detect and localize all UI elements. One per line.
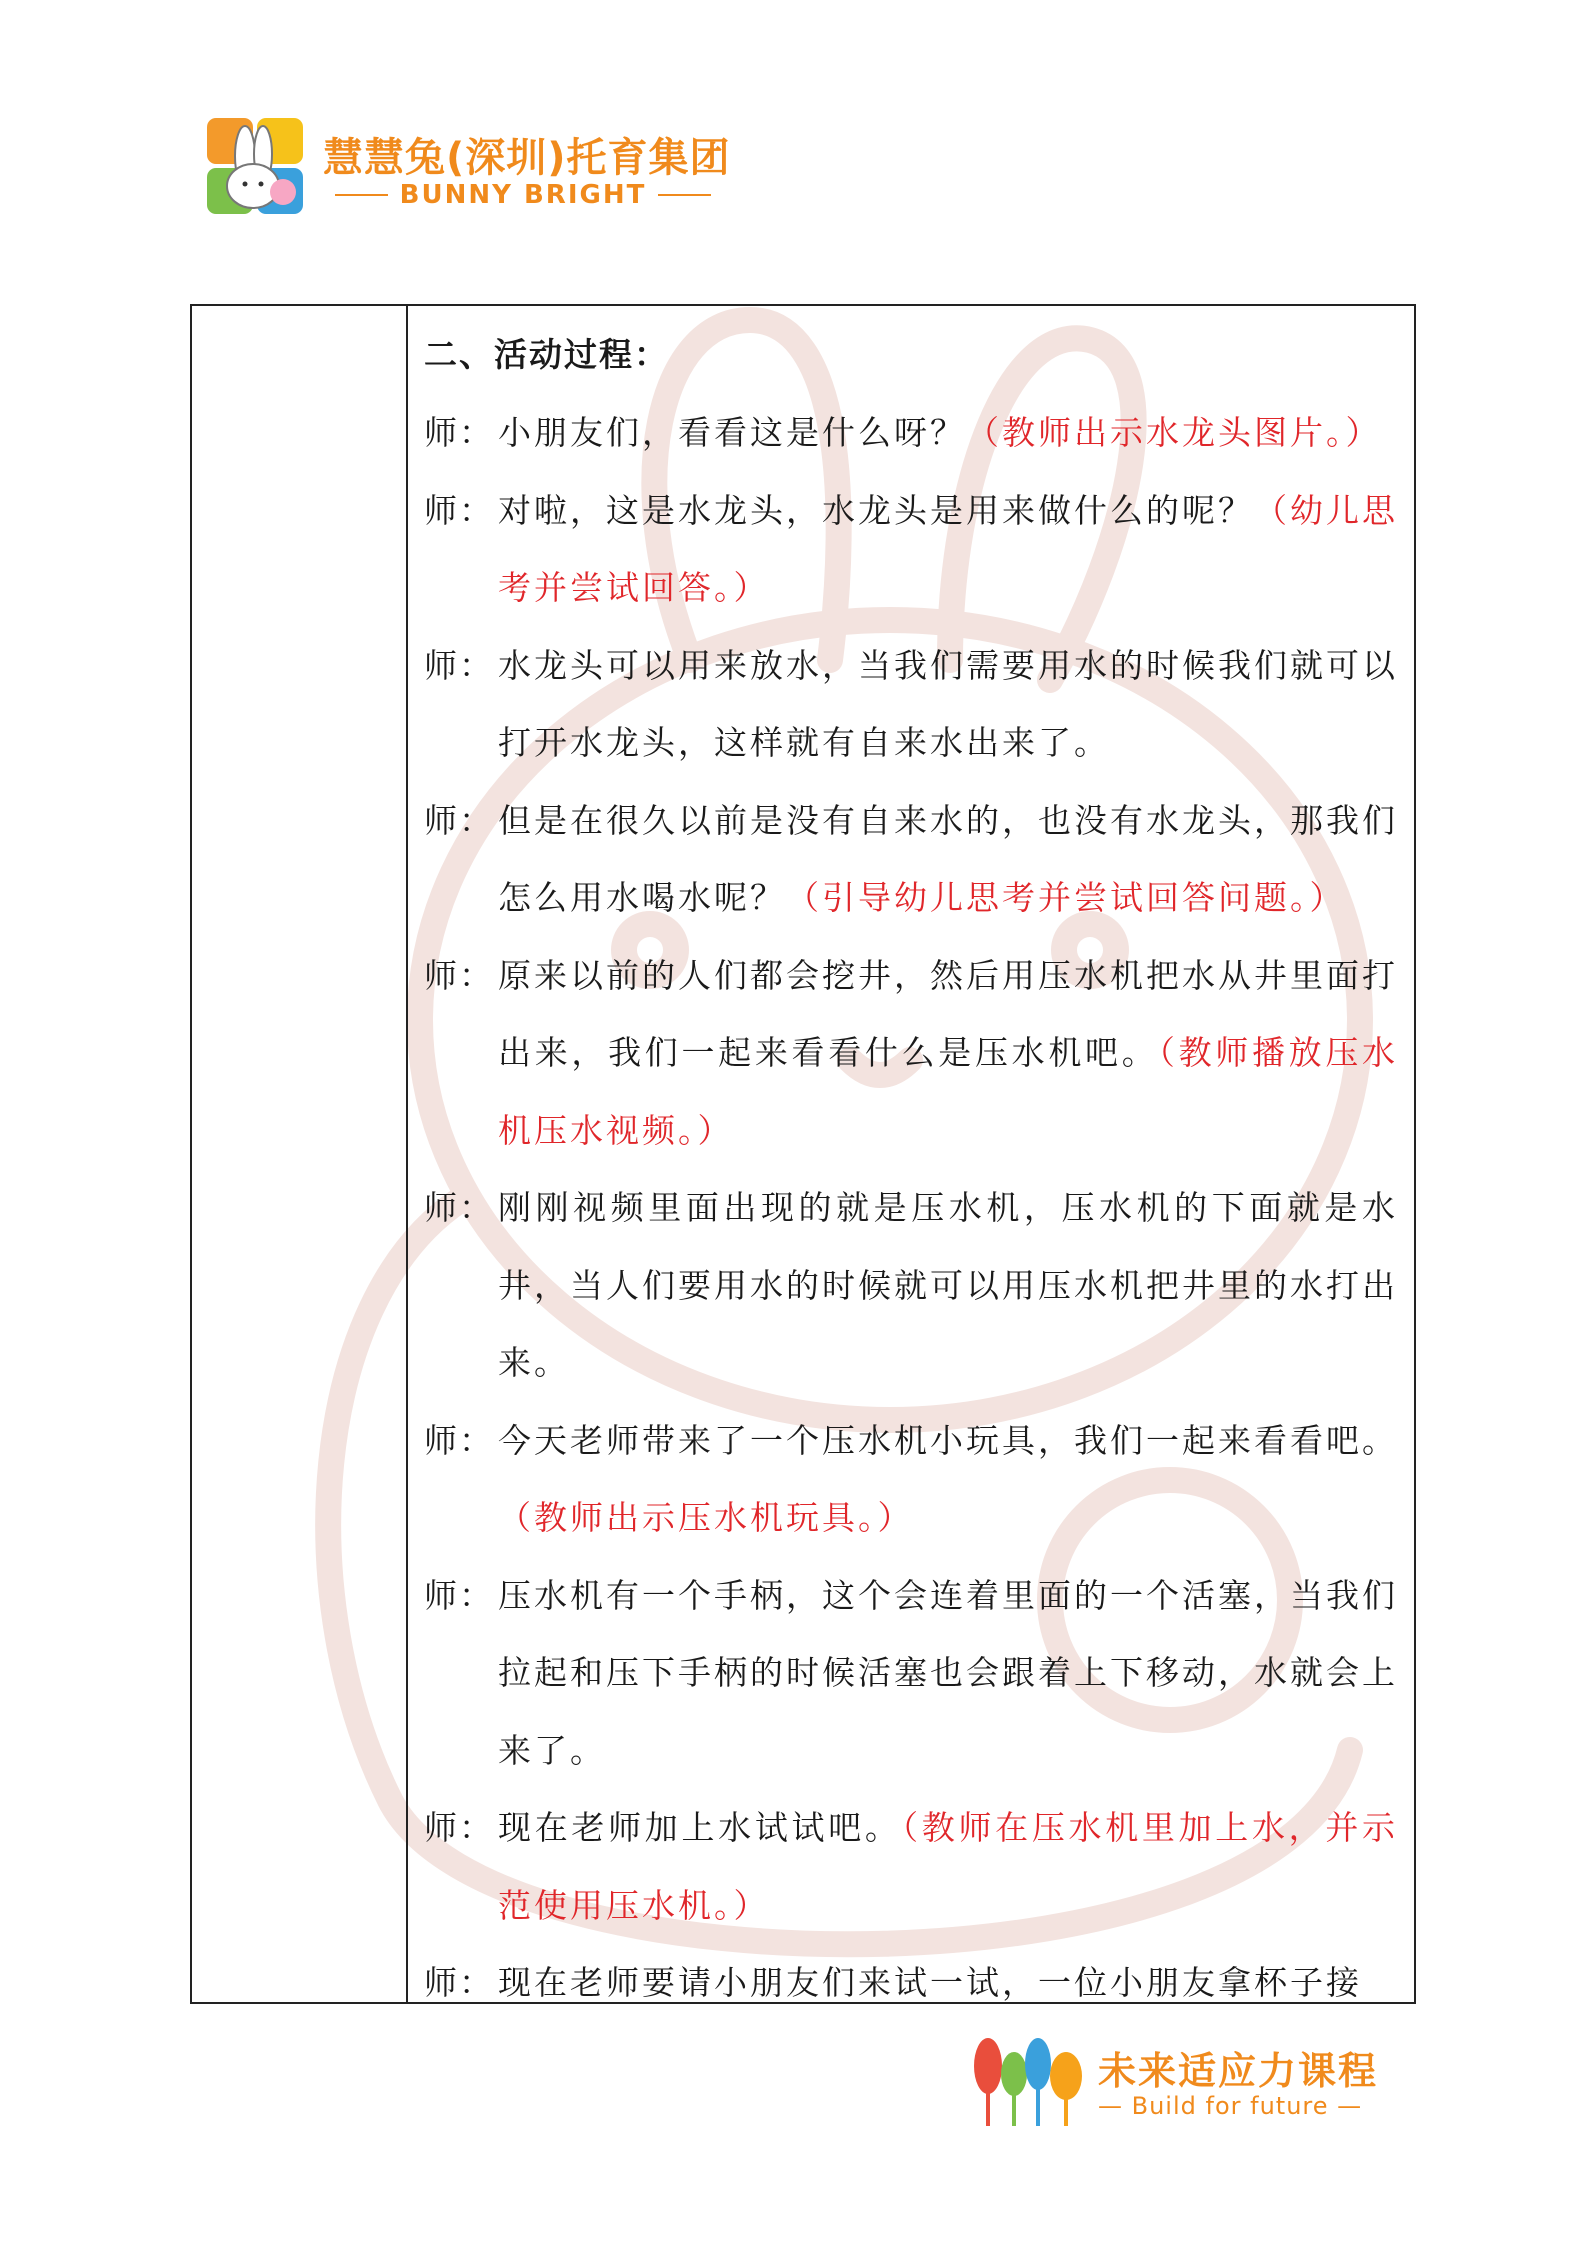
- section-heading: 二、活动过程：: [424, 335, 669, 374]
- brand-subtitle: BUNNY BRIGHT: [399, 180, 647, 210]
- dialogue-paragraph: [424, 394, 1398, 472]
- speaker-label: 师：: [424, 1188, 494, 1227]
- speaker-label: 师：: [424, 800, 494, 840]
- dialogue-text: 压水机有一个手柄，这个会连着里面的一个活塞，当我们拉起和压下手柄的时候活塞也会跟着上下移动，水就会上来了。: [498, 1575, 1398, 1770]
- speaker-label: 师：: [424, 1963, 494, 2002]
- dialogue-paragraph: [424, 782, 1398, 937]
- speaker-label: 师：: [424, 1575, 494, 1615]
- tree-logo-icon: [970, 2030, 1090, 2130]
- brand-title: 慧慧兔(深圳)托育集团: [323, 135, 731, 181]
- speaker-label: 师：: [424, 490, 494, 530]
- dialogue-text: 原来以前的人们都会挖井，然后用压水机把水从井里面打出来，我们一起来看看什么是压水机吧。: [498, 955, 1398, 1072]
- teacher-note: （教师出示压水机玩具。）: [498, 1498, 914, 1537]
- dialogue-text: 今天老师带来了一个压水机小玩具，我们一起来看看吧。: [498, 1420, 1398, 1460]
- speaker-label: 师：: [424, 1420, 494, 1460]
- column-divider: [406, 306, 408, 2002]
- footer-title: 未来适应力课程: [1098, 2049, 1379, 2093]
- dialogue-paragraph: [424, 1944, 1398, 2022]
- dialogue-text: 水龙头可以用来放水，当我们需要用水的时候我们就可以打开水龙头，这样就有自来水出来了。: [498, 645, 1398, 762]
- dialogue-paragraph: [424, 937, 1398, 1170]
- footer-logo: [970, 2030, 1390, 2130]
- dialogue-paragraph: [424, 1789, 1398, 1944]
- speaker-label: 师：: [424, 1808, 494, 1847]
- dialogue-text: 但是在很久以前是没有自来水的，也没有水龙头，那我们怎么用水喝水呢？: [498, 800, 1398, 917]
- footer-subtitle: — Build for future —: [1098, 2092, 1363, 2120]
- dialogue-text: 对啦，这是水龙头，水龙头是用来做什么的呢？: [498, 490, 1254, 530]
- dialogue-paragraph: [424, 1557, 1398, 1790]
- divider-line: [335, 194, 388, 196]
- teacher-note: （幼儿思考并尝试回答。）: [498, 490, 1398, 607]
- speaker-label: 师：: [424, 413, 494, 452]
- teacher-note: （教师出示水龙头图片。）: [966, 413, 1382, 452]
- dialogue-text: 刚刚视频里面出现的就是压水机，压水机的下面就是水井，当人们要用水的时候就可以用压水机把井里的水打出来。: [498, 1188, 1398, 1382]
- dialogue-text: 现在老师要请小朋友们来试一试，一位小朋友拿杯子接: [498, 1963, 1362, 2002]
- speaker-label: 师：: [424, 645, 494, 685]
- dialogue-paragraph: [424, 1402, 1398, 1557]
- dialogue-text: 小朋友们，看看这是什么呀？: [498, 413, 966, 452]
- divider-line: [658, 194, 711, 196]
- header-logo: [205, 112, 731, 222]
- activity-content-cell: [424, 316, 1398, 2022]
- dialogue-paragraph: [424, 627, 1398, 782]
- teacher-note: （引导幼儿思考并尝试回答问题。）: [786, 878, 1346, 917]
- teacher-note: （教师在压水机里加上水，并示范使用压水机。）: [498, 1808, 1398, 1925]
- activity-table: [190, 304, 1416, 2004]
- speaker-label: 师：: [424, 955, 494, 995]
- dialogue-text: 现在老师加上水试试吧。: [498, 1808, 902, 1847]
- teacher-note: （教师播放压水机压水视频。）: [498, 1033, 1398, 1150]
- dialogue-paragraph: [424, 1169, 1398, 1402]
- dialogue-paragraph: [424, 472, 1398, 627]
- brand-subtitle-row: [323, 180, 723, 210]
- bunny-logo-icon: [205, 116, 305, 216]
